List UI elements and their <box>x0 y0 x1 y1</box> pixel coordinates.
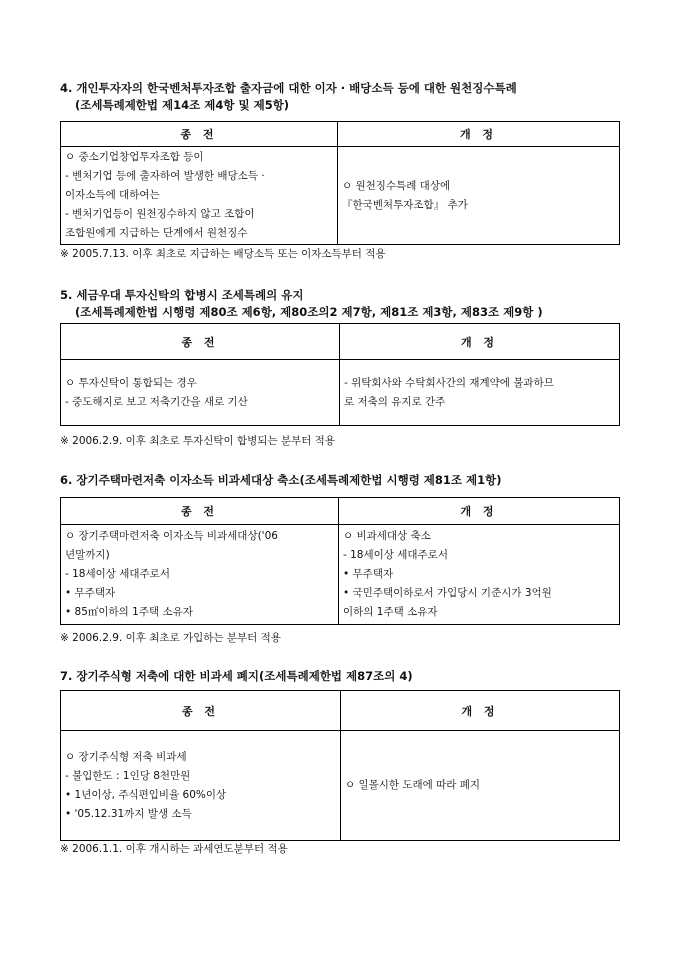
section-subtitle: (조세특례제한법 제14조 제4항 및 제5항) <box>75 98 290 112</box>
header-new: 개 정 <box>339 498 620 525</box>
comparison-table <box>60 690 620 841</box>
new-line: ㅇ 일몰시한 도래에 따라 폐지 <box>345 779 481 791</box>
new-line: - 위탁회사와 수탁회사간의 재계약에 불과하므 <box>344 376 554 389</box>
section-subtitle: (조세특례제한법 시행령 제80조 제6항, 제80조의2 제7항, 제81조 제3항, 제83조 제9항 ) <box>75 305 543 319</box>
new-content <box>340 360 620 426</box>
old-line: • 85㎡이하의 1주택 소유자 <box>65 606 193 618</box>
old-line: 이자소득에 대하여는 <box>65 189 160 201</box>
old-line: • '05.12.31까지 발생 소득 <box>65 807 192 820</box>
new-content <box>339 525 620 625</box>
old-content <box>61 147 338 245</box>
old-line: ㅇ 투자신탁이 통합되는 경우 <box>65 376 197 389</box>
section-title: 4. 개인투자자의 한국벤처투자조합 출자금에 대한 이자 · 배당소득 등에 대한 원천징수특례 <box>60 81 517 95</box>
section-title: 6. 장기주택마련저축 이자소득 비과세대상 축소(조세특례제한법 시행령 제81조 제1항) <box>60 473 502 487</box>
old-line: - 벤처기업 등에 출자하여 발생한 배당소득 · <box>65 170 265 182</box>
footnote: ※ 2006.2.9. 이후 최초로 가입하는 분부터 적용 <box>60 632 281 644</box>
old-content <box>61 360 340 426</box>
new-line: • 국민주택이하로서 가입당시 기준시가 3억원 <box>343 587 552 599</box>
header-new: 개 정 <box>340 324 620 360</box>
section-title: 7. 장기주식형 저축에 대한 비과세 폐지(조세특례제한법 제87조의 4) <box>60 669 413 683</box>
old-line: 년말까지) <box>65 549 110 561</box>
header-new: 개 정 <box>341 691 620 731</box>
new-line: 『한국벤처투자조합』 추가 <box>342 198 468 211</box>
comparison-table <box>60 497 620 625</box>
new-line: - 18세이상 세대주로서 <box>343 549 448 561</box>
header-new: 개 정 <box>338 122 620 147</box>
comparison-table <box>60 121 620 245</box>
old-line: - 18세이상 세대주로서 <box>65 568 170 580</box>
header-old: 종 전 <box>61 324 340 360</box>
header-old: 종 전 <box>61 691 341 731</box>
old-line: - 중도해지로 보고 저축기간을 새로 기산 <box>65 395 248 408</box>
old-line: ㅇ 장기주택마련저축 이자소득 비과세대상('06 <box>65 530 278 542</box>
old-line: ㅇ 장기주식형 저축 비과세 <box>65 750 187 763</box>
new-content <box>341 731 620 841</box>
old-line: - 불입한도 : 1인당 8천만원 <box>65 769 191 782</box>
comparison-table <box>60 323 620 426</box>
old-line: ㅇ 중소기업창업투자조합 등이 <box>65 151 204 163</box>
old-line: • 1년이상, 주식편입비율 60%이상 <box>65 788 227 801</box>
new-line: ㅇ 원천징수특례 대상에 <box>342 179 451 192</box>
header-old: 종 전 <box>61 122 338 147</box>
old-line: • 무주택자 <box>65 587 116 599</box>
new-line: 로 저축의 유지로 간주 <box>344 395 446 408</box>
new-line: 이하의 1주택 소유자 <box>343 606 438 618</box>
header-old: 종 전 <box>61 498 339 525</box>
section-title: 5. 세금우대 투자신탁의 합병시 조세특례의 유지 <box>60 288 304 302</box>
old-content <box>61 525 339 625</box>
footnote: ※ 2005.7.13. 이후 최초로 지급하는 배당소득 또는 이자소득부터 적용 <box>60 248 386 260</box>
new-content <box>338 147 620 245</box>
old-line: 조합원에게 지급하는 단계에서 원천징수 <box>65 227 248 239</box>
footnote: ※ 2006.1.1. 이후 개시하는 과세연도분부터 적용 <box>60 843 288 855</box>
new-line: • 무주택자 <box>343 568 394 580</box>
footnote: ※ 2006.2.9. 이후 최초로 투자신탁이 합병되는 분부터 적용 <box>60 435 335 447</box>
old-content <box>61 731 341 841</box>
old-line: - 벤처기업등이 원천징수하지 않고 조합이 <box>65 208 255 220</box>
new-line: ㅇ 비과세대상 축소 <box>343 530 431 542</box>
